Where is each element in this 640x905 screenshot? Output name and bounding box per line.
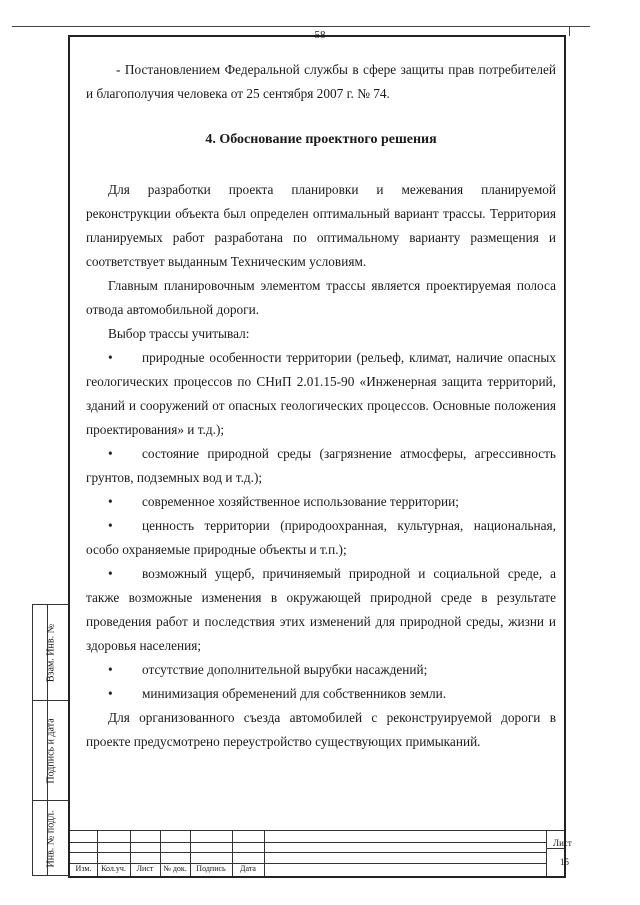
bullet-item (86, 490, 556, 514)
header-sheet: Лист (136, 864, 154, 873)
bullet-item (86, 442, 556, 490)
bullet-text: отсутствие дополнительной вырубки насаждений; (142, 662, 428, 677)
paragraph-1: Для разработки проекта планировки и межевания планируемой реконструкции объекта был определен оптимальный вариант трассы. Территория планируемых работ разработана по оптимальному варианту размещения и соответствует выданным Техническим условиям. (86, 182, 556, 269)
header-signature: Подпись (196, 864, 226, 873)
bullet-item (86, 514, 556, 562)
bullet-text: ценность территории (природоохранная, культурная, национальная, особо охраняемые природные объекты и т.п.); (86, 518, 556, 557)
document-body (86, 58, 556, 754)
title-block-col (546, 830, 547, 876)
side-label-signature-date: Подпись и дата (45, 717, 57, 784)
bullet-item (86, 658, 556, 682)
section-heading: 4. Обоснование проектного решения (205, 132, 437, 147)
bullet-text: состояние природной среды (загрязнение атмосферы, агрессивность грунтов, подземных вод и т.д.); (86, 446, 556, 485)
intro-paragraph: - Постановлением Федеральной службы в сфере защиты прав потребителей и благополучия человека от 25 сентября 2007 г. № 74. (86, 62, 556, 101)
bullet-glyph: • (108, 494, 113, 509)
final-paragraph: Для организованного съезда автомобилей с реконструируемой дороги в проекте предусмотрено переустройство существующих примыканий. (86, 710, 556, 749)
bullet-glyph: • (108, 566, 113, 581)
paragraph-3: Выбор трассы учитывал: (108, 326, 250, 341)
sheet-label: Лист (553, 838, 572, 848)
title-block-rule (70, 842, 546, 843)
bullet-item (86, 346, 556, 442)
bullet-glyph: • (108, 446, 113, 461)
page-number: 58 (314, 29, 326, 41)
header-doc-no: № док. (163, 864, 187, 873)
bullet-text: природные особенности территории (рельеф, климат, наличие опасных геологических процессов по СНиП 2.01.15-90 «Инженерная защита территорий, зданий и сооружений от опасных геологических процессов. Основные положения проектирования» и т.д.); (86, 350, 556, 437)
side-label-original-inv: Инв. № подл. (45, 810, 57, 868)
side-cell-signature-date (33, 701, 69, 801)
title-block-rule (70, 830, 564, 831)
header-change: Изм. (75, 864, 92, 873)
bullet-text: современное хозяйственное использование территории; (142, 494, 459, 509)
bullet-item (86, 562, 556, 658)
bullet-glyph: • (108, 518, 113, 533)
bullet-glyph: • (108, 350, 113, 365)
bullet-item (86, 682, 556, 706)
title-block-rule (70, 852, 546, 853)
title-block (70, 830, 564, 876)
top-rule (12, 26, 590, 27)
bullet-text: возможный ущерб, причиняемый природной и социальной среде, а также возможные изменения в окружающей природной среде в результате проведения работ и последствия этих изменений для природной среды, жизни и здоровья населения; (86, 566, 556, 653)
side-label-replacement-inv: Взам. Инв. № (45, 623, 57, 682)
paragraph-2: Главным планировочным элементом трассы является проектируемая полоса отвода автомобильной дороги. (86, 278, 556, 317)
side-cell-replacement-inv (33, 605, 69, 701)
title-block-rule (546, 848, 564, 849)
bullet-glyph: • (108, 686, 113, 701)
bullet-text: минимизация обременений для собственников земли. (142, 686, 447, 701)
header-date: Дата (240, 864, 256, 873)
title-block-col (264, 830, 265, 876)
side-cell-original-inv (33, 801, 69, 877)
side-stamp (32, 604, 70, 876)
sheet-number: 15 (560, 857, 569, 867)
header-count: Кол.уч. (101, 864, 126, 873)
bullet-glyph: • (108, 662, 113, 677)
